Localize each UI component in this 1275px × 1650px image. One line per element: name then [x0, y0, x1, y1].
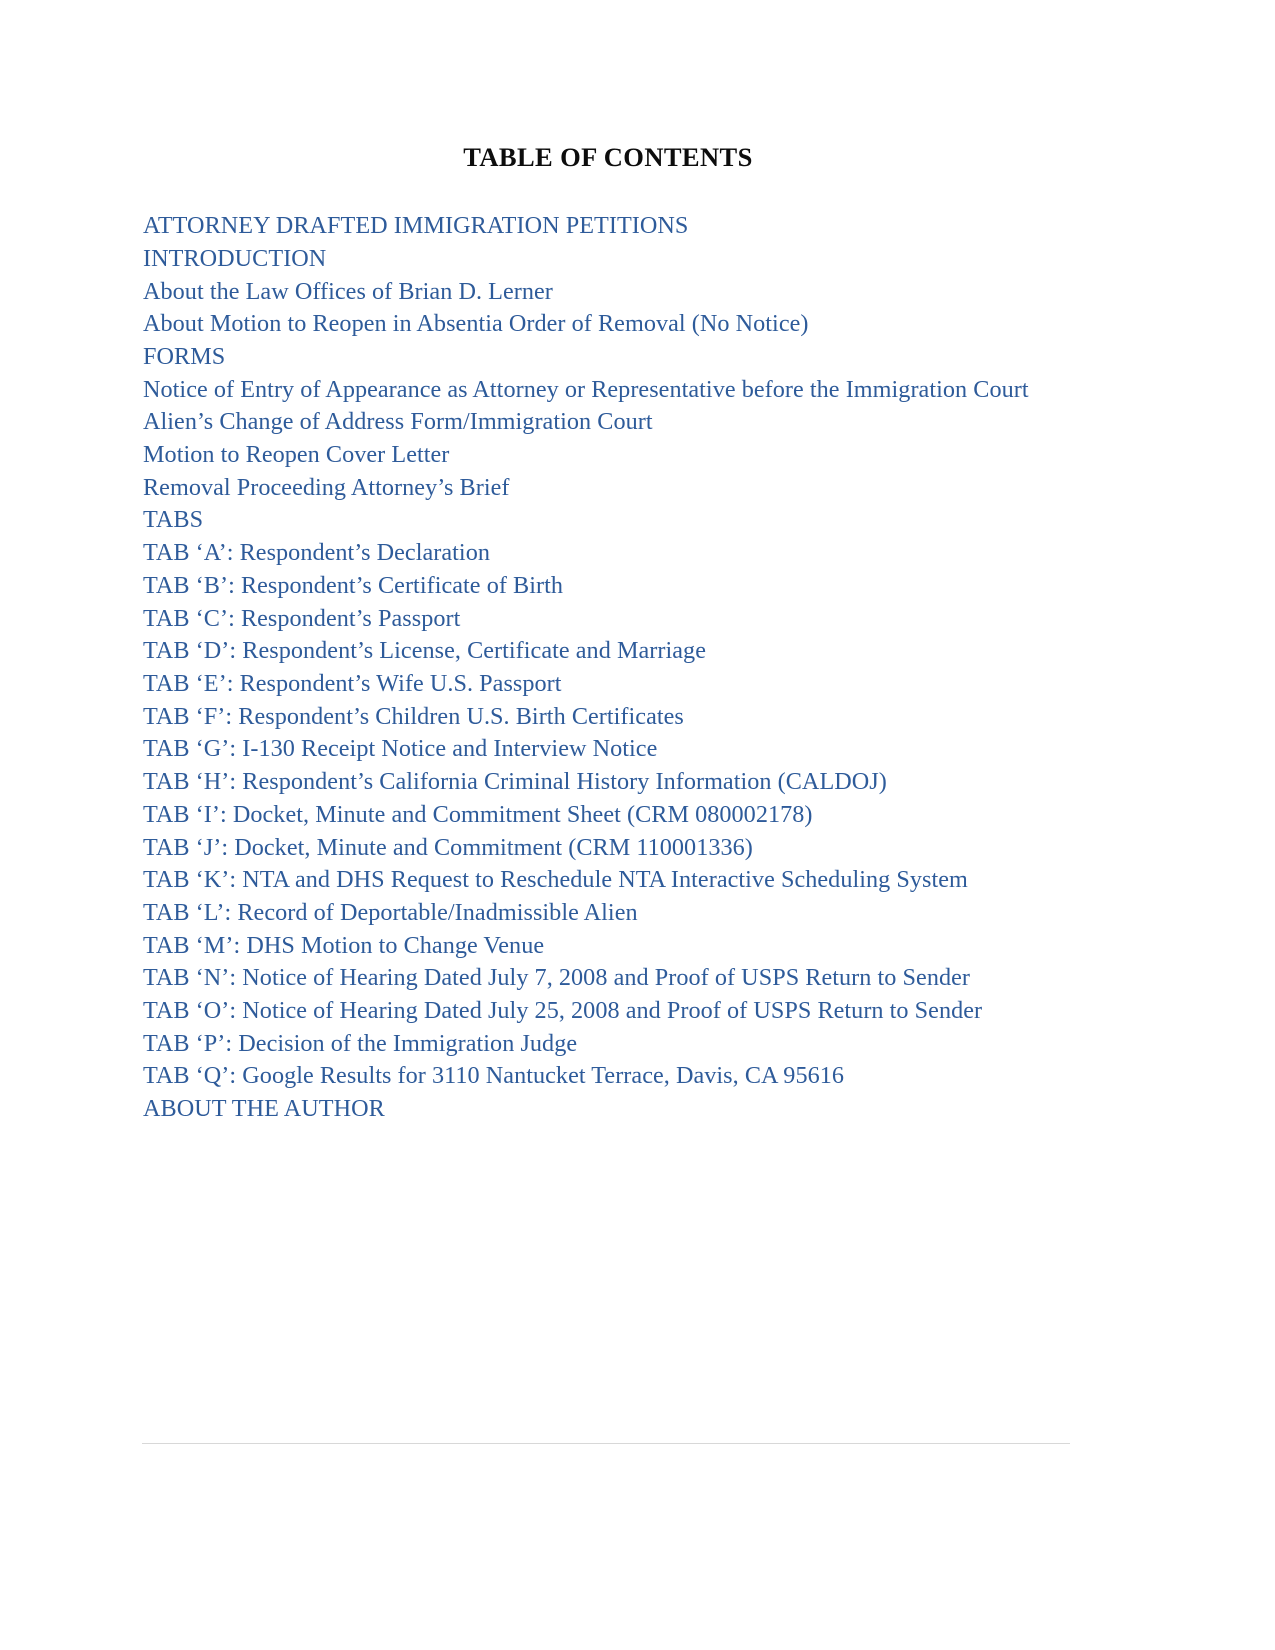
toc-entry[interactable]: FORMS [143, 342, 226, 370]
page-title: TABLE OF CONTENTS [463, 142, 753, 172]
toc-entry[interactable]: TAB ‘K’: NTA and DHS Request to Reschedule NTA Interactive Scheduling System [143, 866, 968, 894]
toc-entry[interactable]: TAB ‘J’: Docket, Minute and Commitment (CRM 110001336) [143, 833, 753, 861]
toc-entry[interactable]: Alien’s Change of Address Form/Immigration Court [143, 408, 653, 436]
toc-entry[interactable]: TABS [143, 506, 204, 534]
page-content [143, 0, 1073, 1126]
toc-entry[interactable]: TAB ‘D’: Respondent’s License, Certificate and Marriage [143, 637, 706, 665]
toc-entry[interactable]: TAB ‘F’: Respondent’s Children U.S. Birth Certificates [143, 702, 684, 730]
toc-entry[interactable]: Motion to Reopen Cover Letter [143, 441, 450, 469]
toc-entry[interactable]: TAB ‘E’: Respondent’s Wife U.S. Passport [143, 669, 562, 697]
toc-entry[interactable]: TAB ‘I’: Docket, Minute and Commitment Sheet (CRM 080002178) [143, 800, 813, 828]
toc-entry[interactable]: TAB ‘P’: Decision of the Immigration Judge [143, 1029, 578, 1057]
toc-entry[interactable]: TAB ‘M’: DHS Motion to Change Venue [143, 931, 545, 959]
toc-entry[interactable]: Removal Proceeding Attorney’s Brief [143, 473, 510, 501]
toc-entry[interactable]: TAB ‘B’: Respondent’s Certificate of Birth [143, 571, 564, 599]
toc-entry[interactable]: About Motion to Reopen in Absentia Order of Removal (No Notice) [143, 310, 809, 338]
toc-entry[interactable]: TAB ‘C’: Respondent’s Passport [143, 604, 461, 632]
toc-entry[interactable]: TAB ‘G’: I-130 Receipt Notice and Interview Notice [143, 735, 658, 763]
toc-entry[interactable]: TAB ‘H’: Respondent’s California Criminal History Information (CALDOJ) [143, 768, 887, 796]
toc-entry[interactable]: TAB ‘O’: Notice of Hearing Dated July 25, 2008 and Proof of USPS Return to Sender [143, 997, 983, 1025]
toc-entry[interactable]: TAB ‘Q’: Google Results for 3110 Nantucket Terrace, Davis, CA 95616 [143, 1062, 845, 1090]
toc-entry[interactable]: ABOUT THE AUTHOR [143, 1095, 385, 1123]
toc-entry[interactable]: ATTORNEY DRAFTED IMMIGRATION PETITIONS [143, 212, 689, 240]
toc-entry[interactable]: About the Law Offices of Brian D. Lerner [143, 277, 553, 305]
toc-entry[interactable]: TAB ‘N’: Notice of Hearing Dated July 7, 2008 and Proof of USPS Return to Sender [143, 964, 970, 992]
table-of-contents-list [143, 172, 1073, 1126]
toc-entry[interactable]: INTRODUCTION [143, 244, 327, 272]
toc-entry[interactable]: TAB ‘A’: Respondent’s Declaration [143, 539, 490, 567]
toc-entry[interactable]: Notice of Entry of Appearance as Attorney or Representative before the Immigration Court [143, 375, 1029, 403]
footer-divider [142, 1443, 1070, 1444]
toc-entry[interactable]: TAB ‘L’: Record of Deportable/Inadmissible Alien [143, 898, 638, 926]
